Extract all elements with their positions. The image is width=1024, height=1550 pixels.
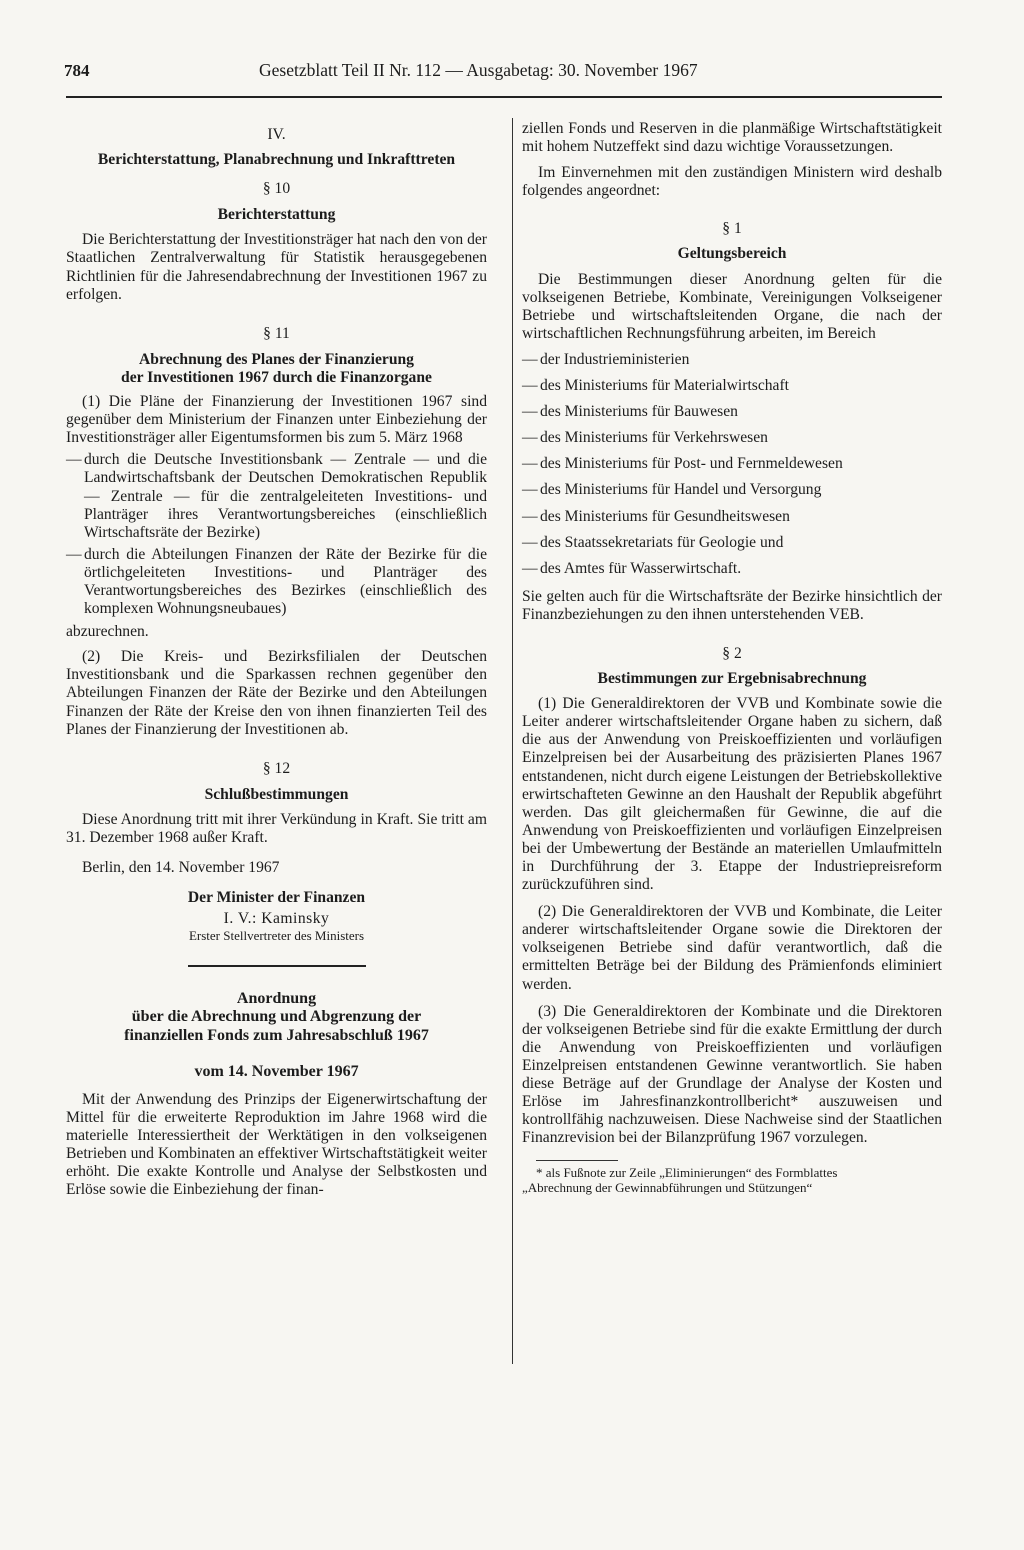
section-11-title-line2: der Investitionen 1967 durch die Finanzorgane bbox=[121, 368, 432, 386]
running-header: Gesetzblatt Teil II Nr. 112 — Ausgabetag: 30. November 1967 bbox=[259, 60, 698, 80]
part-number: IV. bbox=[267, 126, 286, 143]
dash-item-text: durch die Abteilungen Finanzen der Räte der Bezirke für die örtlichgeleiteten Investitions- und Planträger des Verantwortungsbereiches des Bezirkes (einschließlich des komplexen Wohnungsneubaues) bbox=[84, 545, 487, 618]
right-column bbox=[522, 120, 942, 1195]
dash-marker: — bbox=[522, 455, 538, 473]
ordinance-intro: Mit der Anwendung des Prinzips der Eigenerwirtschaftung der Mittel für die erweiterte Reproduktion im Jahre 1968 wird die materielle Interessiertheit der Werktätigen in den volkseigenen Betrieben und Kombinaten an effektiver Wirtschaftstätigkeit weiter erhöht. Die exakte Kontrolle und Analyse der Selbstkosten und Erlöse sowie die Einbeziehung der finan- bbox=[66, 1090, 487, 1199]
section-2-title: Bestimmungen zur Ergebnisabrechnung bbox=[597, 670, 867, 688]
footnote-rule bbox=[536, 1160, 618, 1161]
dash-marker: — bbox=[66, 545, 82, 563]
dash-marker: — bbox=[66, 451, 82, 469]
footnote-line1: * als Fußnote zur Zeile „Eliminierungen“ des Formblattes bbox=[536, 1165, 838, 1181]
ordinance-title-line3: finanziellen Fonds zum Jahresabschluß 1967 bbox=[124, 1026, 429, 1044]
section-1-closing: Sie gelten auch für die Wirtschaftsräte der Bezirke hinsichtlich der Finanzbeziehungen zu den ihnen unterstehenden VEB. bbox=[522, 587, 942, 623]
list-item bbox=[522, 481, 942, 499]
section-11-title-line1: Abrechnung des Planes der Finanzierung bbox=[139, 350, 414, 368]
list-item-text: des Ministeriums für Bauwesen bbox=[540, 403, 738, 421]
section-11-paragraph-2: (2) Die Kreis- und Bezirksfilialen der Deutschen Investitionsbank und die Sparkassen rechnen gegenüber den Abteilungen Finanzen der Räte der Bezirke und den Abteilungen Finanzen der Räte der Kreise den von ihnen finanzierten Teil des Planes der Finanzierung der Investitionen ab. bbox=[66, 648, 487, 738]
dash-item-text: durch die Deutsche Investitionsbank — Zentrale — und die Landwirtschaftsbank der Deutschen Demokratischen Republik — Zentrale — für die zentralgeleiteten Investitions- und Planträger ihres Verantwortungsbereiches (einschließlich Wirtschaftsräte der Bezirke) bbox=[84, 451, 487, 541]
agreement-statement: Im Einvernehmen mit den zuständigen Ministern wird deshalb folgendes angeordnet: bbox=[522, 164, 942, 200]
dash-marker: — bbox=[522, 429, 538, 447]
ordinance-title-line2: über die Abrechnung und Abgrenzung der bbox=[131, 1008, 422, 1026]
dash-marker: — bbox=[522, 559, 538, 577]
list-item-text: des Ministeriums für Verkehrswesen bbox=[540, 429, 768, 447]
part-title: Berichterstattung, Planabrechnung und Inkrafttreten bbox=[97, 151, 456, 169]
section-12-number: § 12 bbox=[262, 759, 291, 777]
footnote-line2: „Abrechnung der Gewinnabführungen und Stützungen“ bbox=[522, 1180, 813, 1196]
section-11-paragraph-1: (1) Die Pläne der Finanzierung der Investitionen 1967 sind gegenüber dem Ministerium der Finanzen unter Einbeziehung der Investitionsträger aller Eigentumsformen bis zum 5. März 1968 bbox=[66, 393, 487, 447]
list-item bbox=[522, 508, 942, 526]
separator-rule bbox=[188, 965, 366, 967]
list-item bbox=[522, 560, 942, 578]
place-and-date: Berlin, den 14. November 1967 bbox=[82, 859, 280, 877]
section-2-paragraph-1: (1) Die Generaldirektoren der VVB und Kombinate sowie die Leiter anderer wirtschaftsleitender Organe haben zu sichern, daß die aus der Anwendung von Preiskoeffizienten und vorläufigen Einzelpreisen bei der Ausarbeitung des präzisierten Planes 1967 entstandenen, nicht durch eigene Leistungen der Betriebskollektive erwirtschafteten Gewinne an den Haushalt der Republik abgeführt werden. Das gilt gleichermaßen für Gewinne, die auf die Anwendung von Preiskoeffizienten und vorläufigen Einzelpreisen bei der Umbewertung der Bestände an materiellen Umlaufmitteln in Durchführung der 3. Etappe der Industriepreisreform zurückzuführen sind. bbox=[522, 695, 942, 894]
section-1-title: Geltungsbereich bbox=[677, 245, 787, 263]
dash-marker: — bbox=[522, 533, 538, 551]
list-item-text: der Industrieministerien bbox=[540, 350, 690, 368]
column-divider bbox=[512, 118, 513, 1364]
signer-name: I. V.: Kaminsky bbox=[223, 910, 330, 928]
list-item-text: des Amtes für Wasserwirtschaft. bbox=[540, 559, 742, 577]
section-1-number: § 1 bbox=[722, 220, 742, 238]
dash-marker: — bbox=[522, 350, 538, 368]
section-10-title: Berichterstattung bbox=[217, 206, 336, 224]
section-11-dash-item-2 bbox=[66, 546, 487, 618]
section-2-number: § 2 bbox=[722, 644, 742, 662]
list-item bbox=[522, 429, 942, 447]
section-10-text: Die Berichterstattung der Investitionsträger hat nach den von der Staatlichen Zentralverwaltung für Statistik herausgegebenen Richtlinien für die Jahresendabrechnung der Investitionen 1967 zu erfolgen. bbox=[66, 231, 487, 303]
dash-marker: — bbox=[522, 377, 538, 395]
dash-marker: — bbox=[522, 481, 538, 499]
signer-role: Erster Stellvertreter des Ministers bbox=[188, 928, 365, 944]
intro-continued: ziellen Fonds und Reserven in die planmäßige Wirtschaftstätigkeit mit hohem Nutzeffekt sind dazu wichtige Voraussetzungen. bbox=[522, 120, 942, 156]
section-11-closing: abzurechnen. bbox=[66, 623, 149, 641]
ordinance-date: vom 14. November 1967 bbox=[194, 1062, 359, 1080]
list-item bbox=[522, 377, 942, 395]
list-item bbox=[522, 351, 942, 369]
section-12-title: Schlußbestimmungen bbox=[204, 785, 349, 803]
list-item-text: des Ministeriums für Materialwirtschaft bbox=[540, 377, 790, 395]
list-item-text: des Staatssekretariats für Geologie und bbox=[540, 533, 784, 551]
dash-marker: — bbox=[522, 507, 538, 525]
section-2-paragraph-3: (3) Die Generaldirektoren der Kombinate und die Direktoren der volkseigenen Betriebe sind für die exakte Ermittlung der durch die Anwendung von Preiskoeffizienten und vorläufigen Einzelpreisen entstandenen Gewinne verantwortlich. Sie haben diese Beträge auf der Grundlage der Analyse der Kosten und Erlöse im Jahresfinanzkontrollbericht* auszuweisen und kontrollfähig nachzuweisen. Diese Nachweise sind der Staatlichen Finanzrevision bei der Bilanzprüfung 1967 vorzulegen. bbox=[522, 1002, 942, 1147]
section-1-list bbox=[522, 351, 942, 578]
list-item-text: des Ministeriums für Post- und Fernmeldewesen bbox=[540, 455, 843, 473]
section-10-number: § 10 bbox=[262, 180, 291, 198]
section-2-paragraph-2: (2) Die Generaldirektoren der VVB und Kombinate, die Leiter anderer wirtschaftsleitender Organe sowie die Direktoren der volkseigenen Betriebe sind dafür verantwortlich, daß die ermittelten Beträge bei der Bildung des Prämienfonds eliminiert werden. bbox=[522, 903, 942, 993]
list-item bbox=[522, 403, 942, 421]
list-item bbox=[522, 455, 942, 473]
ordinance-title-line1: Anordnung bbox=[236, 990, 317, 1008]
signer-title: Der Minister der Finanzen bbox=[187, 889, 366, 907]
list-item bbox=[522, 534, 942, 552]
left-column bbox=[66, 120, 487, 1199]
section-11-number: § 11 bbox=[263, 324, 290, 342]
list-item-text: des Ministeriums für Gesundheitswesen bbox=[540, 507, 790, 525]
dash-marker: — bbox=[522, 403, 538, 421]
section-11-dash-item-1 bbox=[66, 451, 487, 541]
header-rule bbox=[66, 96, 942, 98]
section-12-text: Diese Anordnung tritt mit ihrer Verkündung in Kraft. Sie tritt am 31. Dezember 1968 außer Kraft. bbox=[66, 810, 487, 846]
section-1-text: Die Bestimmungen dieser Anordnung gelten für die volkseigenen Betriebe, Kombinate, Vereinigungen Volkseigener Betriebe und wirtschaftsleitenden Organe, die nach der wirtschaftlichen Rechnungsführung arbeiten, im Bereich bbox=[522, 270, 942, 342]
page-number: 784 bbox=[64, 61, 90, 80]
list-item-text: des Ministeriums für Handel und Versorgung bbox=[540, 481, 822, 499]
